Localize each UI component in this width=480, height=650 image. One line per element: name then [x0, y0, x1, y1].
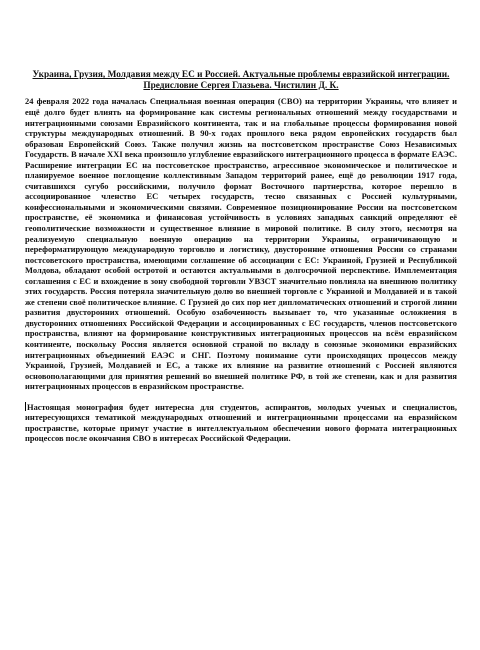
paragraph-gap	[25, 392, 457, 402]
paragraph-description: 24 февраля 2022 года началась Специальная военная операция (СВО) на территории Украины, что влияет и ещё долго будет влиять на формирование как системы региональных отношений между государствами и интеграционными союзами Евразийского континента, так и на глобальные процессы формирования новой структуры международных отношений. В 90-х годах прошлого века рядом европейских государств был образован Европейский Союз. Также получил жизнь на постсоветском пространстве Союз Независимых Государств. В начале XXI века произошло углубление евразийского интеграционного процесса в формате ЕАЭС. Расширение интеграции ЕС на постсоветское пространство, агрессивное экономическое и политическое и планируемое военное поглощение коллективным Западом территорий ранее, ещё до революции 1917 года, считавшихся сугубо российскими, получило формат Восточного партнерства, которое перешло в ассоциированное членство ЕС четырех государств, тесно связанных с Россией культурными, конфессиональными и экономическими связями. Современное позиционирование России на постсоветском пространстве, её экономика и финансовая устойчивость в условиях западных санкций определяют её геополитические возможности и существенное влияние в мировой политике. В силу этого, несмотря на реализуемую специальную военную операцию на территории Украины, ограничивающую и переформатирующую международную торговлю и логистику, двусторонние отношения России со странами постсоветского пространства, имеющими соглашение об ассоциации с ЕС: Украиной, Грузией и Республикой Молдова, обладают особой остротой и остаются актуальными в долгосрочной перспективе. Имплементация соглашения с ЕС и вхождение в зону свободной торговли УВЗСТ значительно повлияла на внешнюю политику этих государств. Россия потеряла значительную долю во внешней торговле с Украиной и Молдавией и в такой же степени своё политическое влияние. С Грузией до сих пор нет дипломатических отношений и строгой линии развития двусторонних отношений. Особую озабоченность вызывает то, что указанные осложнения в двусторонних отношениях Российской Федерации и ассоциированных с ЕС государств, членов постсоветского пространства, влияют на формирование конструктивных интеграционных процессов на всём евразийском континенте, поскольку Россия является основной страной по вкладу в союзные экономики евразийских интеграционных объединений ЕАЭС и СНГ. Поэтому понимание сути происходящих процессов между Украиной, Грузией, Молдавией и ЕС, а также их влияние на развитие отношений с Россией являются основополагающими для принятия решений во внешней политике РФ, в той же степени, как и для развития интеграционных процессов в евразийском пространстве.	[25, 96, 457, 392]
document-page	[25, 70, 457, 444]
paragraph-audience	[25, 402, 457, 444]
paragraph-audience-text: Настоящая монография будет интересна для студентов, аспирантов, молодых ученых и специалистов, интересующихся тематикой международных отношений и интеграционными процессами на евразийском пространстве, которые примут участие в интеллектуальном обеспечении нового формата интеграционных процессов после окончания СВО в интересах Российской Федерации.	[25, 401, 457, 444]
document-title: Украина, Грузия, Молдавия между ЕС и Россией. Актуальные проблемы евразийской интеграции. Предисловие Сергея Глазьева. Чистилин Д. К.	[32, 70, 450, 92]
text-cursor	[25, 402, 26, 411]
